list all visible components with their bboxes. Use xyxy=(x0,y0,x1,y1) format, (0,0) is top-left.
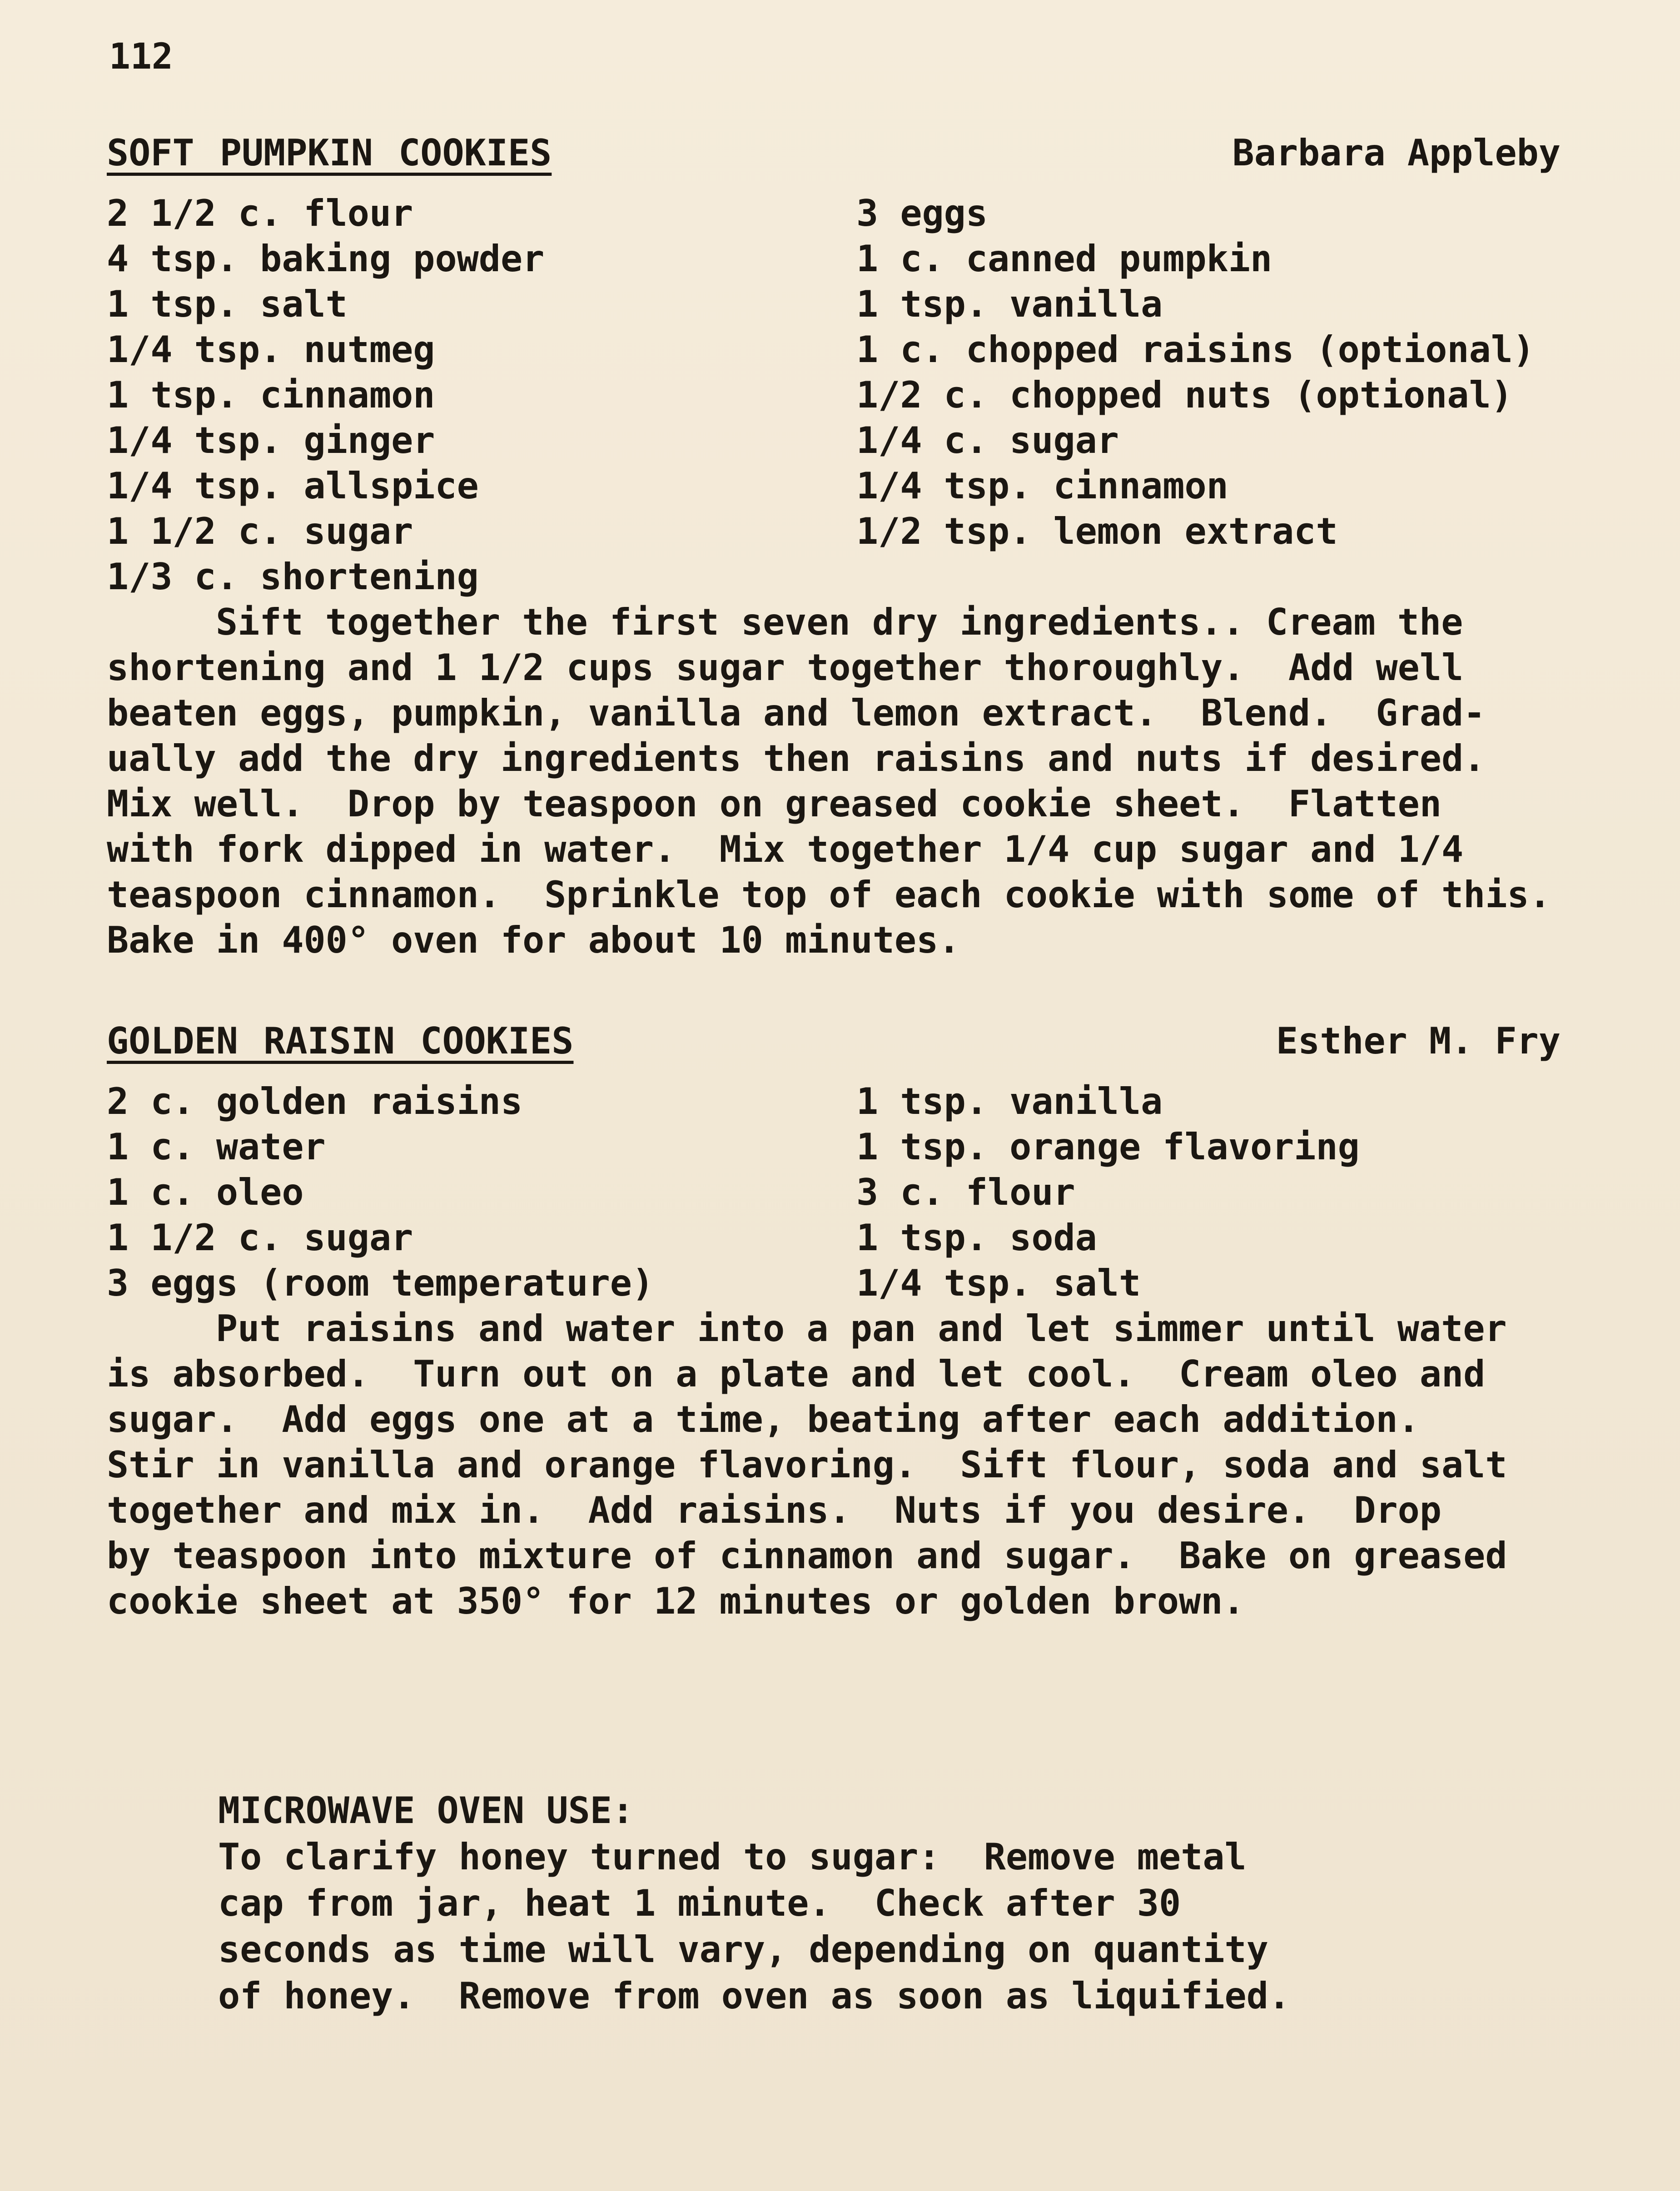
recipe-author: Esther M. Fry xyxy=(1276,1020,1561,1062)
direction-line: ually add the dry ingredients then raisins and nuts if desired. xyxy=(107,737,1486,780)
ingredient: 1 c. oleo xyxy=(107,1171,304,1213)
ingredient-list xyxy=(107,191,1561,600)
tip-line: of honey. Remove from oven as soon as liquified. xyxy=(218,1975,1291,2017)
tip-line: To clarify honey turned to sugar: Remove metal xyxy=(218,1836,1247,1878)
recipe-golden-raisin-cookies xyxy=(107,1020,1561,1624)
ingredient: 1 tsp. soda xyxy=(856,1217,1097,1259)
ingredient-column-left xyxy=(107,191,843,600)
tip-line: seconds as time will vary, depending on quantity xyxy=(218,1928,1268,1971)
direction-line: shortening and 1 1/2 cups sugar together thoroughly. Add well xyxy=(107,646,1464,689)
ingredient: 1 c. chopped raisins (optional) xyxy=(856,328,1535,371)
ingredient: 1 c. canned pumpkin xyxy=(856,238,1272,280)
ingredient: 2 1/2 c. flour xyxy=(107,192,413,234)
recipe-author: Barbara Appleby xyxy=(1232,132,1561,174)
ingredient: 1/2 tsp. lemon extract xyxy=(856,510,1338,552)
ingredient: 1 tsp. cinnamon xyxy=(107,374,435,416)
direction-line: Stir in vanilla and orange flavoring. Sift flour, soda and salt xyxy=(107,1444,1507,1486)
direction-line: Sift together the first seven dry ingredients.. Cream the xyxy=(216,601,1463,643)
ingredient: 2 c. golden raisins xyxy=(107,1080,523,1123)
ingredient: 1 tsp. salt xyxy=(107,283,348,325)
ingredient: 1/4 c. sugar xyxy=(856,419,1119,462)
ingredient: 1/4 tsp. ginger xyxy=(107,419,435,462)
ingredient-column-right xyxy=(856,191,1565,554)
recipe-title: SOFT PUMPKIN COOKIES xyxy=(107,132,552,174)
ingredient: 1 c. water xyxy=(107,1126,326,1168)
page-number: 112 xyxy=(109,36,173,77)
direction-line: beaten eggs, pumpkin, vanilla and lemon extract. Blend. Grad- xyxy=(107,692,1486,734)
direction-line: is absorbed. Turn out on a plate and let cool. Cream oleo and xyxy=(107,1353,1486,1395)
recipe-header xyxy=(107,1020,1561,1065)
ingredient: 1/4 tsp. nutmeg xyxy=(107,328,435,371)
recipe-soft-pumpkin-cookies xyxy=(107,132,1561,963)
ingredient: 3 c. flour xyxy=(856,1171,1075,1213)
ingredient: 1 1/2 c. sugar xyxy=(107,510,413,552)
ingredient: 3 eggs (room temperature) xyxy=(107,1262,654,1304)
ingredient: 1 1/2 c. sugar xyxy=(107,1217,413,1259)
ingredient: 1 tsp. vanilla xyxy=(856,1080,1163,1123)
recipe-title: GOLDEN RAISIN COOKIES xyxy=(107,1020,574,1062)
ingredient: 1/4 tsp. allspice xyxy=(107,465,479,507)
ingredient: 1 tsp. orange flavoring xyxy=(856,1126,1360,1168)
ingredient: 1/3 c. shortening xyxy=(107,556,479,598)
tip-heading: MICROWAVE OVEN USE: xyxy=(218,1789,634,1832)
direction-line: Bake in 400° oven for about 10 minutes. xyxy=(107,919,960,961)
recipe-header xyxy=(107,132,1561,177)
ingredient: 1/4 tsp. salt xyxy=(856,1262,1141,1304)
direction-line: by teaspoon into mixture of cinnamon and sugar. Bake on greased xyxy=(107,1535,1507,1577)
ingredient-column-right xyxy=(856,1079,1565,1306)
direction-line: teaspoon cinnamon. Sprinkle top of each cookie with some of this. xyxy=(107,874,1551,916)
recipe-directions xyxy=(107,1306,1561,1624)
microwave-tip xyxy=(218,1788,1536,2019)
direction-line: sugar. Add eggs one at a time, beating after each addition. xyxy=(107,1398,1420,1441)
ingredient-list xyxy=(107,1079,1561,1306)
direction-line: with fork dipped in water. Mix together 1/4 cup sugar and 1/4 xyxy=(107,828,1464,870)
direction-line: together and mix in. Add raisins. Nuts if you desire. Drop xyxy=(107,1489,1442,1531)
ingredient: 1 tsp. vanilla xyxy=(856,283,1163,325)
tip-line: cap from jar, heat 1 minute. Check after 30 xyxy=(218,1882,1181,1924)
ingredient: 1/4 tsp. cinnamon xyxy=(856,465,1228,507)
direction-line: cookie sheet at 350° for 12 minutes or golden brown. xyxy=(107,1580,1245,1622)
direction-line: Put raisins and water into a pan and let simmer until water xyxy=(216,1307,1507,1350)
recipe-directions xyxy=(107,600,1561,963)
ingredient-column-left xyxy=(107,1079,843,1306)
ingredient: 4 tsp. baking powder xyxy=(107,238,545,280)
ingredient: 3 eggs xyxy=(856,192,988,234)
direction-line: Mix well. Drop by teaspoon on greased cookie sheet. Flatten xyxy=(107,783,1442,825)
ingredient: 1/2 c. chopped nuts (optional) xyxy=(856,374,1513,416)
